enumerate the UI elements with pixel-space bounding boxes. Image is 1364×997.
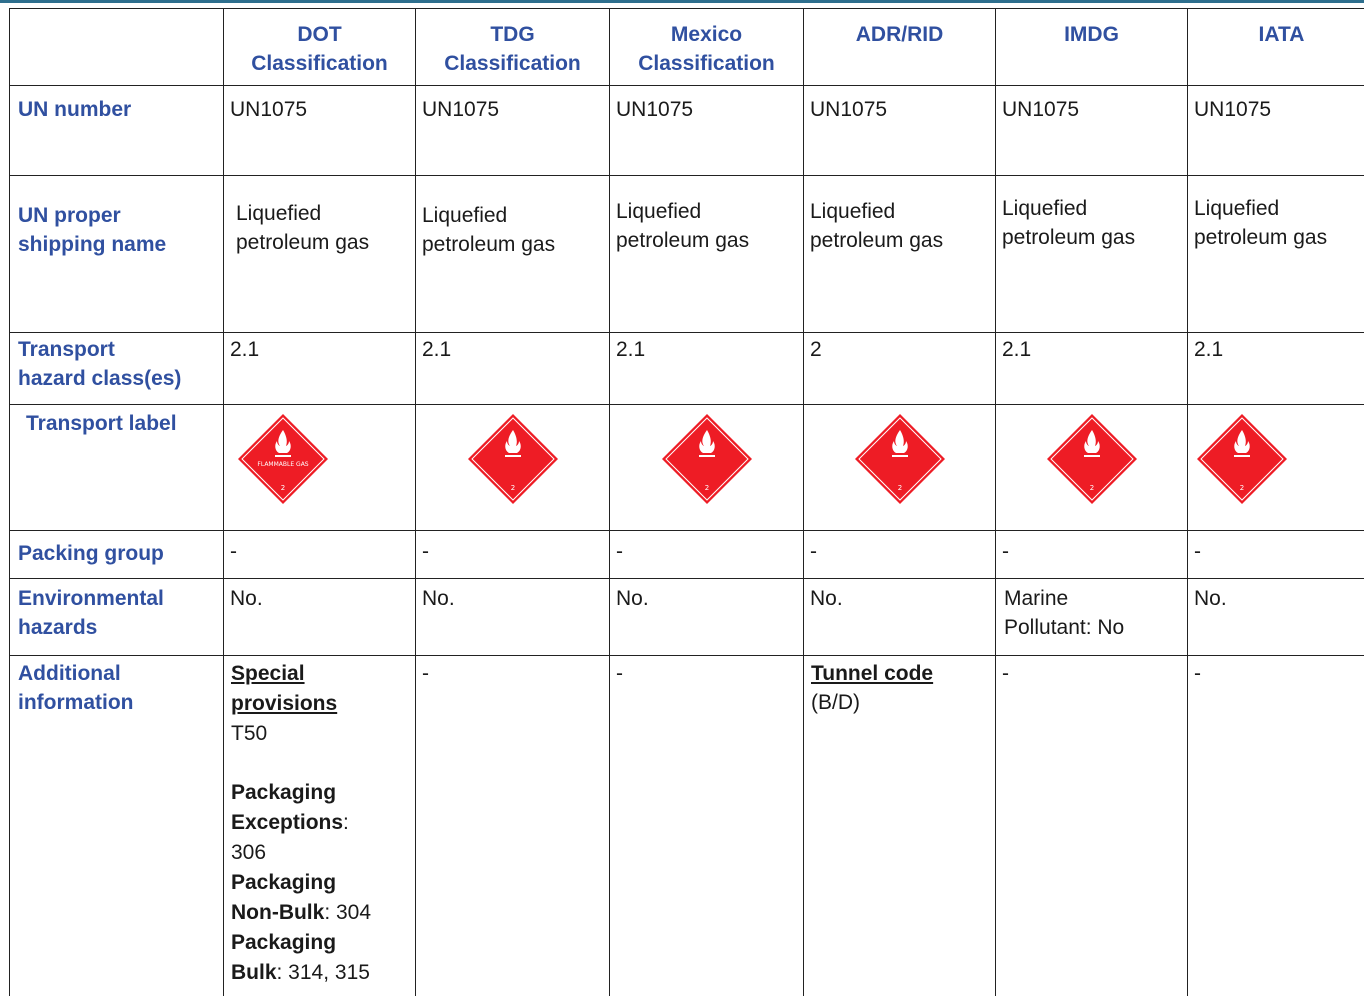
cell-adr-additional <box>804 656 996 996</box>
row-label-line: Additional <box>18 662 121 685</box>
cell-value: UN1075 <box>610 86 804 176</box>
cell-value <box>996 176 1188 333</box>
corner-cell <box>10 9 224 86</box>
cell-value: 2.1 <box>610 333 804 405</box>
col-header-mexico <box>610 9 804 86</box>
cell-value: - <box>416 656 610 996</box>
cell-value <box>804 176 996 333</box>
cell-label-imdg <box>996 405 1188 531</box>
cell-value <box>996 579 1188 656</box>
cell-line: Liquefied <box>616 200 702 223</box>
row-label: UN number <box>10 86 224 176</box>
row-label-line: hazards <box>18 616 98 639</box>
col-header-text: Mexico <box>670 23 743 46</box>
cell-value: - <box>996 531 1188 579</box>
cell-value: - <box>1188 531 1364 579</box>
class-number: 2 <box>1089 484 1094 492</box>
row-hazard-class <box>10 333 1364 405</box>
col-header-iata <box>1188 9 1364 86</box>
tunnel-code-heading: Tunnel code <box>811 662 934 685</box>
col-header-text: ADR/RID <box>855 23 944 46</box>
flammable-gas-diamond-icon <box>661 413 753 505</box>
col-header-text: IATA <box>1258 23 1305 46</box>
cell-value: 2.1 <box>416 333 610 405</box>
col-header-tdg <box>416 9 610 86</box>
row-label-line: shipping name <box>18 233 167 256</box>
cell-value: UN1075 <box>224 86 416 176</box>
cell-dot-additional <box>224 656 416 996</box>
cell-value: UN1075 <box>416 86 610 176</box>
tunnel-code-value: (B/D) <box>811 691 860 714</box>
class-number: 2 <box>897 484 902 492</box>
row-label-line: information <box>18 691 134 714</box>
cell-value: - <box>804 531 996 579</box>
class-number: 2 <box>704 484 709 492</box>
row-label: Packing group <box>10 531 224 579</box>
row-label-line: Environmental <box>18 587 164 610</box>
packaging-exceptions-value: 306 <box>231 841 267 864</box>
cell-value: - <box>996 656 1188 996</box>
col-header-text: IMDG <box>1064 23 1119 46</box>
cell-value: UN1075 <box>804 86 996 176</box>
row-label: Transport label <box>10 405 224 531</box>
cell-line: Liquefied <box>236 202 322 225</box>
flammable-gas-diamond-icon <box>1046 413 1138 505</box>
cell-value: UN1075 <box>1188 86 1364 176</box>
cell-value: - <box>610 656 804 996</box>
row-label <box>10 656 224 996</box>
colon: : <box>343 811 349 834</box>
cell-line: petroleum gas <box>236 231 370 254</box>
cell-line: Liquefied <box>1002 197 1088 220</box>
special-provisions-value: T50 <box>231 722 268 745</box>
cell-value: No. <box>416 579 610 656</box>
cell-value: UN1075 <box>996 86 1188 176</box>
packaging-nonbulk-heading: Packaging <box>231 871 337 894</box>
cell-line: Liquefied <box>1194 197 1280 220</box>
cell-value <box>224 176 416 333</box>
packaging-bulk-value: : 314, 315 <box>276 961 370 984</box>
row-additional <box>10 656 1364 996</box>
flammable-gas-diamond-icon <box>237 413 329 505</box>
class-number: 2 <box>1239 484 1245 492</box>
cell-value: No. <box>804 579 996 656</box>
packaging-nonbulk-value: : 304 <box>324 901 372 924</box>
top-rule <box>0 0 1364 3</box>
cell-value: - <box>1188 656 1364 996</box>
col-header-dot <box>224 9 416 86</box>
cell-line: Liquefied <box>422 204 508 227</box>
flammable-gas-diamond-icon <box>467 413 559 505</box>
cell-value: 2 <box>804 333 996 405</box>
cell-label-tdg <box>416 405 610 531</box>
cell-line: Pollutant: No <box>1004 616 1125 639</box>
col-header-text: DOT <box>297 23 342 46</box>
cell-value <box>1188 176 1364 333</box>
cell-line: petroleum gas <box>810 229 944 252</box>
row-label-line: Transport <box>18 338 115 361</box>
row-environmental <box>10 579 1364 656</box>
flammable-gas-diamond-icon <box>854 413 946 505</box>
class-number: 2 <box>280 484 286 492</box>
cell-value: - <box>610 531 804 579</box>
cell-line: petroleum gas <box>616 229 750 252</box>
col-header-imdg <box>996 9 1188 86</box>
row-label <box>10 333 224 405</box>
cell-value <box>416 176 610 333</box>
cell-line: petroleum gas <box>1194 226 1328 249</box>
special-provisions-heading: Special <box>231 662 305 685</box>
row-packing-group <box>10 531 1364 579</box>
row-label-line: UN proper <box>18 204 121 227</box>
row-shipping-name <box>10 176 1364 333</box>
col-header-text: Classification <box>444 52 581 75</box>
row-transport-label <box>10 405 1364 531</box>
cell-label-adr <box>804 405 996 531</box>
packaging-exceptions-heading: Packaging <box>231 781 337 804</box>
col-header-text: TDG <box>490 23 535 46</box>
flammable-gas-diamond-icon <box>1196 413 1288 505</box>
cell-value: No. <box>1188 579 1364 656</box>
cell-label-iata <box>1188 405 1364 531</box>
cell-value: No. <box>610 579 804 656</box>
header-row <box>10 9 1364 86</box>
packaging-bulk-heading: Bulk <box>231 961 277 984</box>
cell-value: 2.1 <box>224 333 416 405</box>
packaging-nonbulk-heading: Non-Bulk <box>231 901 325 924</box>
label-text: FLAMMABLE GAS <box>257 461 309 468</box>
transport-information-table <box>9 8 1364 996</box>
packaging-exceptions-heading: Exceptions <box>231 811 344 834</box>
cell-line: Marine <box>1004 587 1069 610</box>
cell-value: - <box>416 531 610 579</box>
cell-line: petroleum gas <box>1002 226 1136 249</box>
packaging-bulk-heading: Packaging <box>231 931 337 954</box>
row-label-line: hazard class(es) <box>18 367 182 390</box>
cell-label-mexico <box>610 405 804 531</box>
cell-value: No. <box>224 579 416 656</box>
cell-label-dot <box>224 405 416 531</box>
col-header-text: Classification <box>638 52 775 75</box>
cell-line: Liquefied <box>810 200 896 223</box>
row-label <box>10 579 224 656</box>
special-provisions-heading: provisions <box>231 692 338 715</box>
cell-line: petroleum gas <box>422 233 556 256</box>
row-label <box>10 176 224 333</box>
col-header-adr <box>804 9 996 86</box>
cell-value: 2.1 <box>1188 333 1364 405</box>
cell-value <box>610 176 804 333</box>
class-number: 2 <box>510 484 515 492</box>
cell-value: 2.1 <box>996 333 1188 405</box>
row-un-number <box>10 86 1364 176</box>
cell-value: - <box>224 531 416 579</box>
col-header-text: Classification <box>251 52 388 75</box>
